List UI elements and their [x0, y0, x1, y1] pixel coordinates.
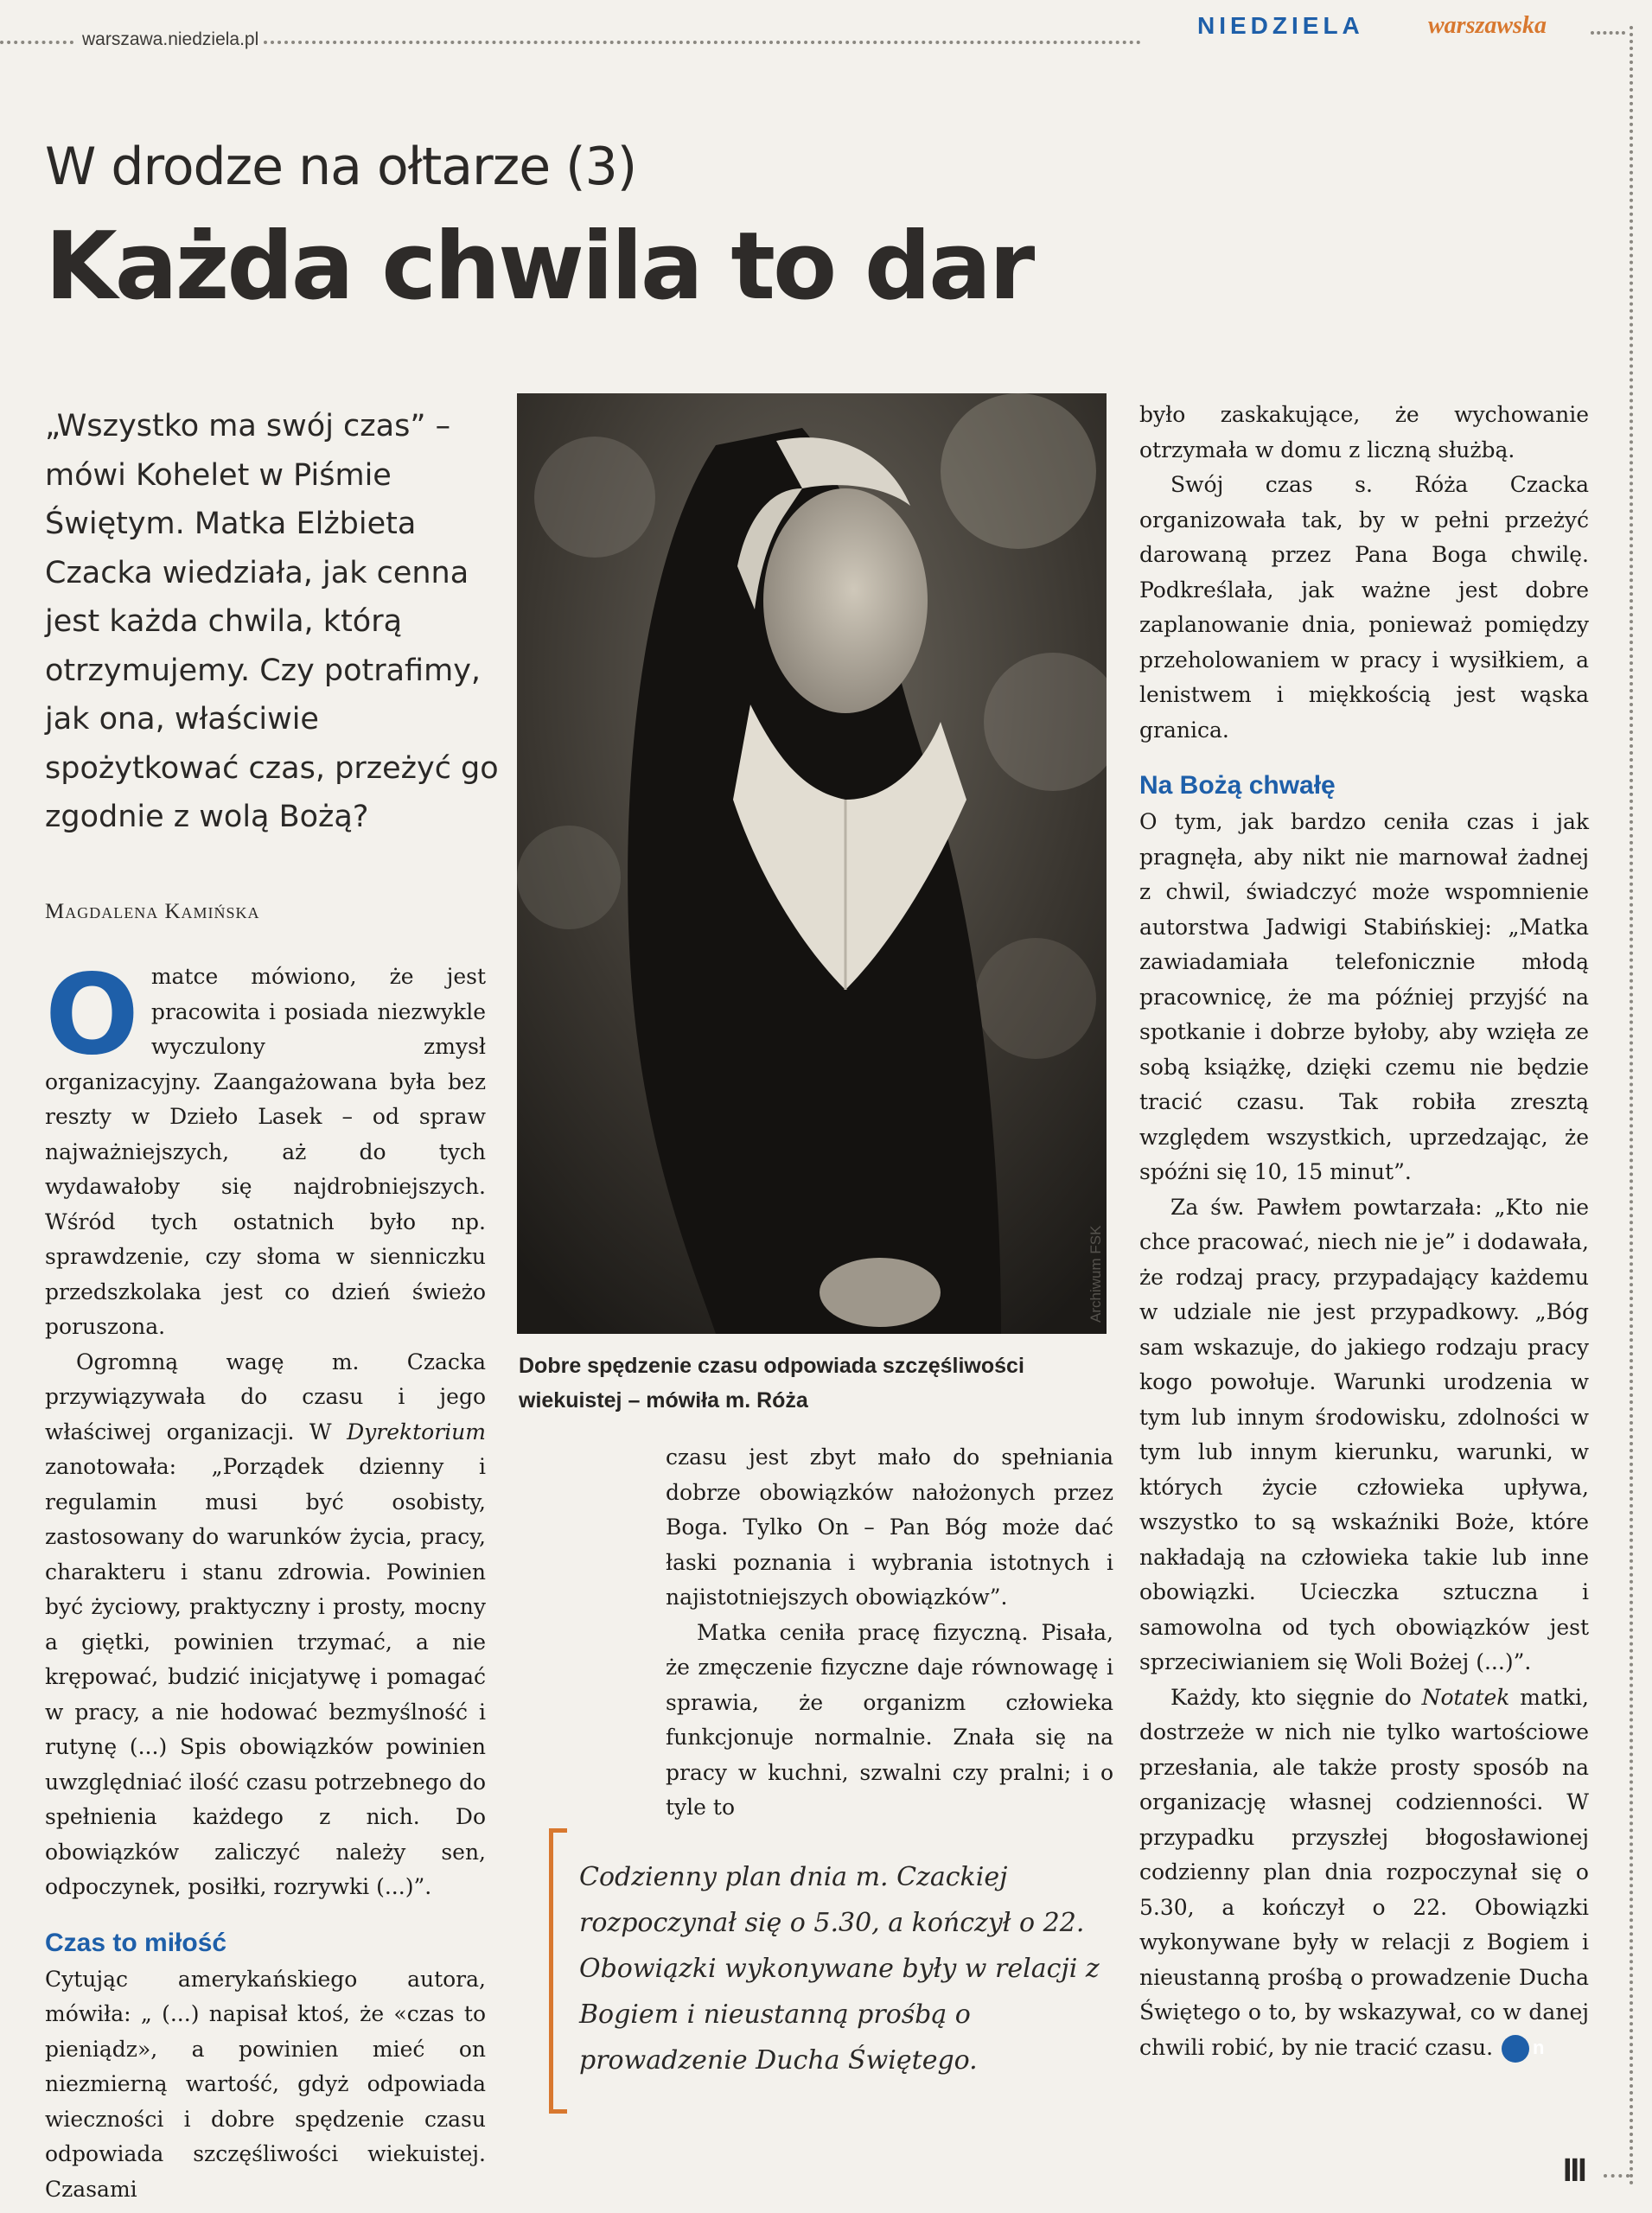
article-author: Magdalena Kamińska	[45, 900, 260, 923]
paragraph: Cytując amerykańskiego autora, mówiła: „ (...) napisał ktoś, że «czas to pieniądz», a powinien mieć on niezmierną wartość, gdyż odpowiada wieczności i dobre spędzenie czasu odpowiada szczęśliwości wiekuistej. Czasami	[45, 1966, 486, 2202]
paragraph: Każdy, kto sięgnie do Notatek matki, dostrzeże w nich nie tylko wartościowe przesłania, ale także prosty sposób na organizację własnej codzienności. W przypadku przyszłej błogosławionej codzienny plan dnia rozpoczynał się o 5.30, a kończył o 22. Obowiązki wykonywane były w relacji z Bogiem i nieustanną prośbą o prowadzenie Ducha Świętego o to, by wskazywał, co w danej chwili robić, by nie tracić czasu. n	[1139, 1680, 1589, 2066]
text-column-1	[45, 951, 486, 2207]
brand-logo: NIEDZIELA	[1197, 12, 1364, 39]
paragraph: czasu jest zbyt mało do spełniania dobrze obowiązków nałożonych przez Boga. Tylko On – Pan Bóg może dać łaski poznania i wybrania istotnych i najistotniejszych obowiązków”.	[666, 1445, 1113, 1610]
portrait-photo	[517, 393, 1107, 1334]
header-dotted-rule	[0, 41, 73, 44]
paragraph: Omatce mówiono, że jest pracowita i posiada niezwykle wyczulony zmysł organizacyjny. Zaangażowana była bez reszty w Dzieło Lasek – od spraw najważniejszych, aż do tych wydawałoby się najdrobniejszych. Wśród tych ostatnich było np. sprawdzenie, czy słoma w sienniczku przedszkolaka jest co dzień świeżo poruszona.	[45, 951, 486, 1339]
subheading: Czas to miłość	[45, 1928, 227, 1957]
pullquote: Codzienny plan dnia m. Czackiej rozpoczynał się o 5.30, a kończył o 22. Obowiązki wykonywane były w relacji z Bogiem i nieustanną prośbą o prowadzenie Ducha Świętego.	[579, 1862, 1100, 2076]
margin-dotted-rule	[1630, 26, 1633, 2187]
article-lead: „Wszystko ma swój czas” – mówi Kohelet w Piśmie Świętym. Matka Elżbieta Czacka wiedziała, jak cenna jest każda chwila, którą otrzymujemy. Czy potrafimy, jak ona, właściwie spożytkować czas, przeżyć go zgodnie z wolą Bożą?	[45, 409, 499, 834]
header-dotted-rule	[264, 41, 1141, 44]
footer-dotted-rule	[1604, 2174, 1630, 2178]
portrait-image	[517, 393, 1107, 1334]
paragraph: Ogromną wagę m. Czacka przywiązywała do czasu i jego właściwej organizacji. W Dyrektorium zanotowała: „Porządek dzienny i regulamin musi być osobisty, zastosowany do warunków życia, pracy, charakteru i stanu zdrowia. Powinien być życiowy, praktyczny i prosty, mocny a giętki, powinien trzymać, a nie krępować, budzić inicjatywę i pomagać w pracy, a nie hodować bezmyślność i rutynę (...) Spis obowiązków powinien uwzględniać ilość czasu potrzebnego do spełnienia każdego z nich. Do obowiązków zaliczyć należy sen, odpoczynek, posiłki, rozrywki (...)”.	[45, 1349, 486, 1899]
header-dotted-rule	[1591, 31, 1625, 35]
drop-cap: O	[45, 951, 139, 1080]
subheading: Na Bożą chwałę	[1139, 771, 1336, 800]
paragraph: Swój czas s. Róża Czacka organizowała tak, by w pełni przeżyć darowaną przez Pana Boga chwilę. Podkreślała, jak ważne jest dobre zaplanowanie dnia, ponieważ pomiędzy przeholowaniem w pracy i wysiłkiem, a lenistwem i miękkością jest wąska granica.	[1139, 472, 1589, 743]
paragraph: O tym, jak bardzo ceniła czas i jak pragnęła, aby nikt nie marnował żadnej z chwil, świadczyć może wspomnienie autorstwa Jadwigi Stabińskiej: „Matka zawiadamiała telefonicznie młodą pracownicę, że ma później przyjść na spotkanie i dobrze byłoby, aby wzięła ze sobą książkę, dzięki czemu nie będzie tracić czasu. Tak robiła zresztą względem wszystkich, uprzedzając, że spóźni się 10, 15 minut”.	[1139, 809, 1589, 1184]
text-column-3	[1139, 398, 1589, 2065]
page-number: III	[1563, 2152, 1585, 2189]
site-url[interactable]: warszawa.niedziela.pl	[82, 29, 259, 49]
paragraph: było zaskakujące, że wychowanie otrzymała w domu z liczną służbą.	[1139, 402, 1589, 462]
text-column-2	[666, 1440, 1113, 1826]
article-title: Każda chwila to dar	[45, 213, 1033, 321]
paragraph: Za św. Pawłem powtarzała: „Kto nie chce pracować, niech nie je” i dodawała, że rodzaj pracy, przypadający każdemu w udziale nie jest przypadkowy. „Bóg sam wskazuje, do jakiego rodzaju pracy kogo powołuje. Warunki urodzenia w tym lub innym środowisku, zdolności w tym lub innym kierunku, warunki, w których życie człowieka upływa, wszystko to są wskaźniki Boże, które nakładają na człowieka takie lub inne obowiązki. Ucieczka sztuczna i samowolna od tych obowiązków jest sprzeciwianiem się Woli Bożej (...)”.	[1139, 1194, 1589, 1674]
edition-name: warszawska	[1428, 12, 1547, 39]
paragraph: Matka ceniła pracę fizyczną. Pisała, że zmęczenie fizyczne daje równowagę i sprawia, że organizm człowieka funkcjonuje normalnie. Znała się na pracy w kuchni, szwalni czy pralni; i o tyle to	[666, 1619, 1113, 1820]
series-kicker: W drodze na ołtarze (3)	[45, 137, 637, 197]
pullquote-bracket	[549, 1828, 567, 2114]
end-mark-icon: n	[1502, 2035, 1529, 2063]
photo-credit: Archiwum FSK	[1088, 1225, 1104, 1323]
photo-caption: Dobre spędzenie czasu odpowiada szczęśliwości wiekuistej – mówiła m. Róża	[519, 1354, 1024, 1413]
